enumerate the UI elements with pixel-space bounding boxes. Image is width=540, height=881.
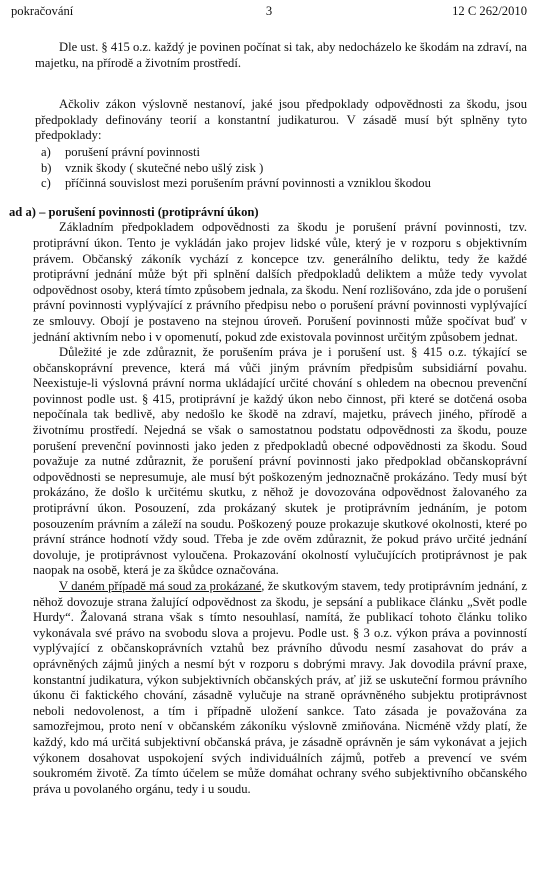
paragraph-unlawful-act: Základním předpokladem odpovědnosti za škodu je porušení právní povinnosti, tzv. protiprávní úkon. Tento je vykládán jako projev lidské vůle, který je v rozporu s objektivním právem. Občanský zákoník vychází z koncepce tzv. generálního deliktu, tedy že každé protiprávní jednání může být při splnění dalších předpokladů deliktem a může tedy vyvolat odpovědnost osoby, která tímto způsobem jednala, za škodu. Není rozlišováno, zda jde o porušení právní povinnosti vyplývající z právního předpisu nebo o porušení právní povinnosti vyplývající ze smlouvy. Obojí je postaveno na stejnou úroveň. Porušení povinnosti může spočívat buď v jednání aktivním nebo i v opomenutí, pokud zde existovala povinnost určitým způsobem jednat. [33,220,527,344]
paragraph-court-finding: V daném případě má soud za prokázané, že skutkovým stavem, tedy protiprávním jednání, z něhož dovozuje strana žalující odpovědnost za škodu, je sepsání a publikace článku „Svět podle Hurdy“. Žalovaná strana však s tímto nesouhlasí, namítá, že publikací tohoto článku toliko vykonávala své právo na svobodu slova a projevu. Podle ust. § 3 o.z. výkon práva a povinností vyplývající z občanskoprávních vztahů bez právního důvodu nesmí zasahovat do práv a oprávněných zájmů jiných a nesmí být v rozporu s dobrými mravy. Jak dovodila právní praxe, konstantní judikatura, výkon subjektivních občanských práv, ať již se uskuteční formou právního úkonu či faktického chování, zásadně vylučuje na straně oprávněného subjektu protiprávnost neboli nedovolenost, a tím i případně uložení sankce. Tato zásada je považována za samozřejmou, proto není v občanském zákoníku výslovně zmiňována. Nicméně vždy platí, že každý, kdo má určitá subjektivní občanská práva, je zásadně oprávněn je sám vykonávat a jejich výkonem dosahovat uspokojení svých individuálních zájmů, potřeb a prevencí ve svém soukromém životě. Za tímto účelem se může domáhat ochrany svého subjektivního občanského práva u povolaného orgánu, tedy i u soudu. [33,579,527,796]
paragraph-prevention-duty: Dle ust. § 415 o.z. každý je povinen počínat si tak, aby nedocházelo ke škodám na zdraví, na majetku, na přírodě a životním prostředí. [35,40,527,70]
paragraph-prevention-breach: Důležité je zde zdůraznit, že porušením práva je i porušení ust. § 415 o.z. týkající se občanskoprávní prevence, která má vůči jiným právním předpisům subsidiární povahu. Neexistuje-li výslovná právní norma ukládající určité chování s ohledem na obecnou prevenční povinnost podle ust. § 415, protiprávní je každý úkon nebo činnost, při které se dotčená osoba nepočínala tak bedlivě, aby nedošlo ke škodě na zdraví, majetku, právech jiného, přírodě a životnímu prostředí. Nejedná se však o samostatnou podstatu odpovědnosti za škodu, pouze porušení prevenční povinnosti jako jeden z předpokladů obecné odpovědnosti za škodu. Soud považuje za nutné zdůraznit, že porušení právní povinnosti jako předpoklad občanskoprávní odpovědnosti se nepresumuje, ale musí být poškozeným jednoznačně prokázáno. Tedy musí být prokázáno, že došlo k určitému skutku, z něhož je dovozována odpovědnost žalovaného za protiprávní úkon. Posouzení, zda prokázaný skutek je protiprávním jednáním, je potom posouzením právním a záleží na soudu. Poškozený pouze prokazuje skutkové okolnosti, které po právní stránce hodnotí vždy soud. Třeba je zde ověm zdůraznit, že pokud právo určité jednání dovoluje, je protiprávnost vyloučena. Prokazování okolností vylučujících protiprávnost je pak naopak na osobě, která je za škůdce označována. [33,345,527,578]
page-header [11,4,527,22]
list-item: b) vznik škody ( skutečné nebo ušlý zisk ) [41,160,264,175]
section-heading: ad a) – porušení povinnosti (protiprávní úkon) [9,204,259,219]
preconditions-list [9,145,527,192]
document-body [9,40,527,797]
list-item: c) příčinná souvislost mezi porušením právní povinnosti a vzniklou škodou [41,176,431,191]
list-item: a) porušení právní povinnosti [41,144,201,159]
underlined-phrase: V daném případě má soud za prokázané [59,579,262,593]
paragraph-preconditions: Ačkoliv zákon výslovně nestanoví, jaké jsou předpoklady odpovědnosti za škodu, jsou předpoklady definovány teorií a konstantní judikaturou. V zásadě musí být splněny tyto předpoklady: [35,97,527,143]
header-continuation: pokračování [11,4,74,18]
case-number: 12 C 262/2010 [452,4,527,18]
page-number: 3 [265,4,273,18]
